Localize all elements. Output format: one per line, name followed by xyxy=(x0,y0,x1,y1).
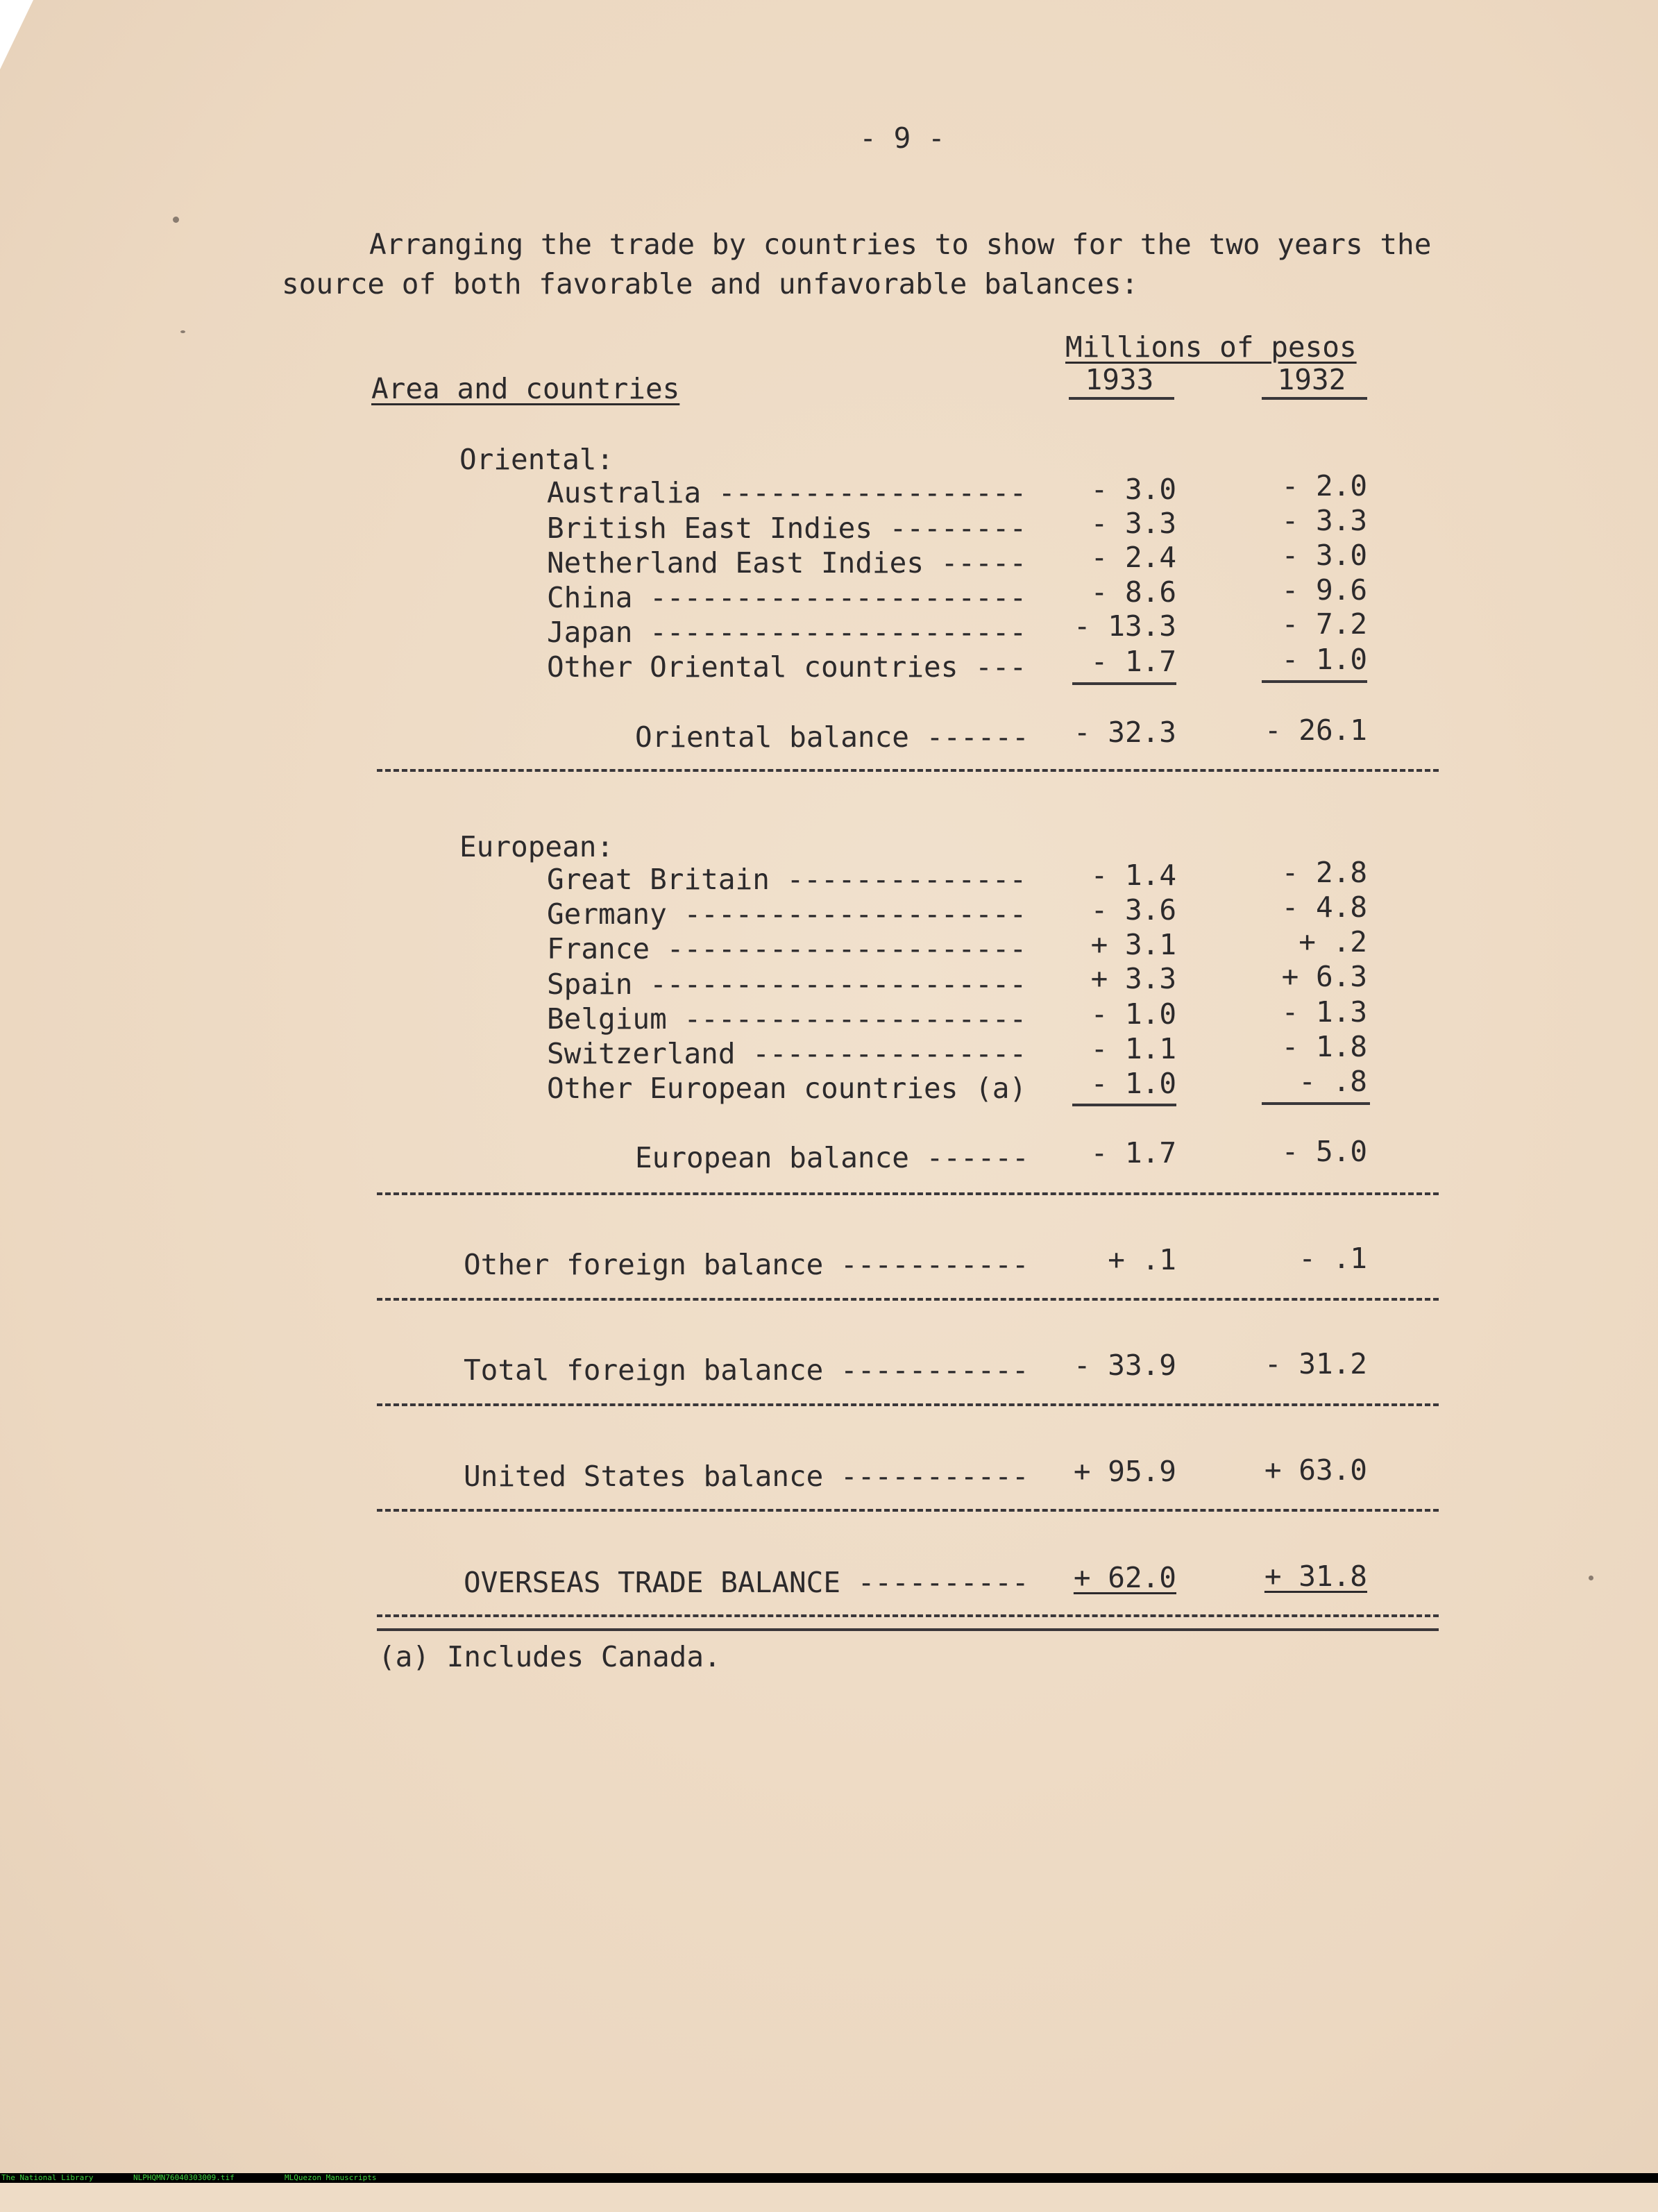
folded-corner xyxy=(0,0,33,69)
oriental-balance-label: Oriental balance ------ xyxy=(635,720,1029,754)
row-france-1932: + .2 xyxy=(1299,925,1367,959)
section-divider xyxy=(377,1298,1439,1301)
section-divider xyxy=(377,1509,1439,1512)
row-great-britain-label: Great Britain -------------- xyxy=(547,863,1027,896)
row-great-britain-1932: - 2.8 xyxy=(1281,856,1367,889)
other-foreign-1932: - .1 xyxy=(1299,1242,1367,1275)
closing-rule xyxy=(377,1628,1439,1631)
row-other-oriental-1932: - 1.0 xyxy=(1281,643,1367,676)
total-foreign-1932: - 31.2 xyxy=(1264,1347,1367,1381)
row-china-1932: - 9.6 xyxy=(1281,573,1367,607)
row-australia-label: Australia ------------------ xyxy=(547,476,1027,509)
european-heading: European: xyxy=(459,830,614,863)
row-british-east-indies-1933: - 3.3 xyxy=(1090,507,1176,540)
section-divider xyxy=(377,769,1439,772)
row-other-european-label: Other European countries (a) xyxy=(547,1072,1027,1105)
european-balance-1933: - 1.7 xyxy=(1090,1136,1176,1170)
area-column-header: Area and countries xyxy=(371,372,680,405)
total-foreign-label: Total foreign balance ----------- xyxy=(464,1353,1029,1387)
row-other-oriental-1933: - 1.7 xyxy=(1090,645,1176,678)
unit-header: Millions of pesos xyxy=(1065,330,1357,364)
paper-speck xyxy=(1589,1576,1593,1580)
oriental-balance-1933: - 32.3 xyxy=(1073,716,1176,749)
row-japan-label: Japan ---------------------- xyxy=(547,616,1027,649)
row-france-label: France --------------------- xyxy=(547,932,1027,965)
row-netherland-east-indies-label: Netherland East Indies ----- xyxy=(547,546,1027,580)
overseas-label: OVERSEAS TRADE BALANCE ---------- xyxy=(464,1566,1029,1599)
oriental-heading: Oriental: xyxy=(459,443,614,476)
european-subtotal-line-1933 xyxy=(1072,1104,1176,1106)
overseas-1932: + 31.8 xyxy=(1264,1560,1367,1593)
section-divider xyxy=(377,1403,1439,1406)
row-switzerland-1932: - 1.8 xyxy=(1281,1030,1367,1063)
page-number: - 9 - xyxy=(859,121,945,155)
row-british-east-indies-label: British East Indies -------- xyxy=(547,512,1027,545)
european-balance-label: European balance ------ xyxy=(635,1141,1029,1174)
row-netherland-east-indies-1933: - 2.4 xyxy=(1090,541,1176,574)
row-spain-1932: + 6.3 xyxy=(1281,960,1367,993)
total-foreign-1933: - 33.9 xyxy=(1073,1349,1176,1382)
row-australia-1933: - 3.0 xyxy=(1090,473,1176,506)
scan-footer-library: The National Library xyxy=(1,2173,94,2182)
scan-footer-collection: MLQuezon Manuscripts xyxy=(285,2173,377,2182)
row-belgium-1932: - 1.3 xyxy=(1281,995,1367,1029)
row-netherland-east-indies-1932: - 3.0 xyxy=(1281,539,1367,572)
row-other-european-1933: - 1.0 xyxy=(1090,1067,1176,1100)
footnote: (a) Includes Canada. xyxy=(378,1640,721,1673)
overseas-1933: + 62.0 xyxy=(1073,1561,1176,1594)
scan-footer-bar xyxy=(0,2173,1658,2183)
row-switzerland-1933: - 1.1 xyxy=(1090,1032,1176,1065)
row-germany-1933: - 3.6 xyxy=(1090,893,1176,927)
row-germany-label: Germany -------------------- xyxy=(547,897,1027,931)
row-spain-1933: + 3.3 xyxy=(1090,962,1176,995)
intro-line-1: Arranging the trade by countries to show for the two years the xyxy=(369,228,1432,261)
year-1933-underline xyxy=(1069,397,1174,400)
united-states-1933: + 95.9 xyxy=(1073,1455,1176,1488)
section-divider xyxy=(377,1614,1439,1617)
row-spain-label: Spain ---------------------- xyxy=(547,968,1027,1001)
paper-speck xyxy=(180,330,185,333)
other-foreign-label: Other foreign balance ----------- xyxy=(464,1248,1029,1281)
paper-speck xyxy=(173,217,179,223)
european-subtotal-line-1932 xyxy=(1262,1102,1370,1105)
section-divider xyxy=(377,1192,1439,1195)
united-states-label: United States balance ----------- xyxy=(464,1460,1029,1493)
year-1932-header: 1932 xyxy=(1277,363,1346,396)
row-china-label: China ---------------------- xyxy=(547,581,1027,614)
row-belgium-1933: - 1.0 xyxy=(1090,997,1176,1031)
row-other-oriental-label: Other Oriental countries --- xyxy=(547,650,1027,684)
row-switzerland-label: Switzerland ---------------- xyxy=(547,1037,1027,1070)
row-japan-1933: - 13.3 xyxy=(1073,609,1176,643)
united-states-1932: + 63.0 xyxy=(1264,1453,1367,1487)
year-1932-underline xyxy=(1262,397,1367,400)
row-japan-1932: - 7.2 xyxy=(1281,607,1367,641)
oriental-subtotal-line-1933 xyxy=(1072,682,1176,685)
row-belgium-label: Belgium -------------------- xyxy=(547,1002,1027,1036)
intro-line-2: source of both favorable and unfavorable balances: xyxy=(282,267,1139,301)
oriental-subtotal-line-1932 xyxy=(1262,680,1367,683)
row-great-britain-1933: - 1.4 xyxy=(1090,859,1176,892)
oriental-balance-1932: - 26.1 xyxy=(1264,714,1367,747)
row-germany-1932: - 4.8 xyxy=(1281,890,1367,924)
row-other-european-1932: - .8 xyxy=(1299,1065,1367,1098)
row-british-east-indies-1932: - 3.3 xyxy=(1281,504,1367,537)
year-1933-header: 1933 xyxy=(1085,363,1154,396)
european-balance-1932: - 5.0 xyxy=(1281,1135,1367,1168)
other-foreign-1933: + .1 xyxy=(1108,1243,1176,1276)
scan-footer-file: NLPHQMN76040303009.tif xyxy=(133,2173,235,2182)
row-australia-1932: - 2.0 xyxy=(1281,469,1367,503)
row-france-1933: + 3.1 xyxy=(1090,928,1176,961)
row-china-1933: - 8.6 xyxy=(1090,575,1176,609)
